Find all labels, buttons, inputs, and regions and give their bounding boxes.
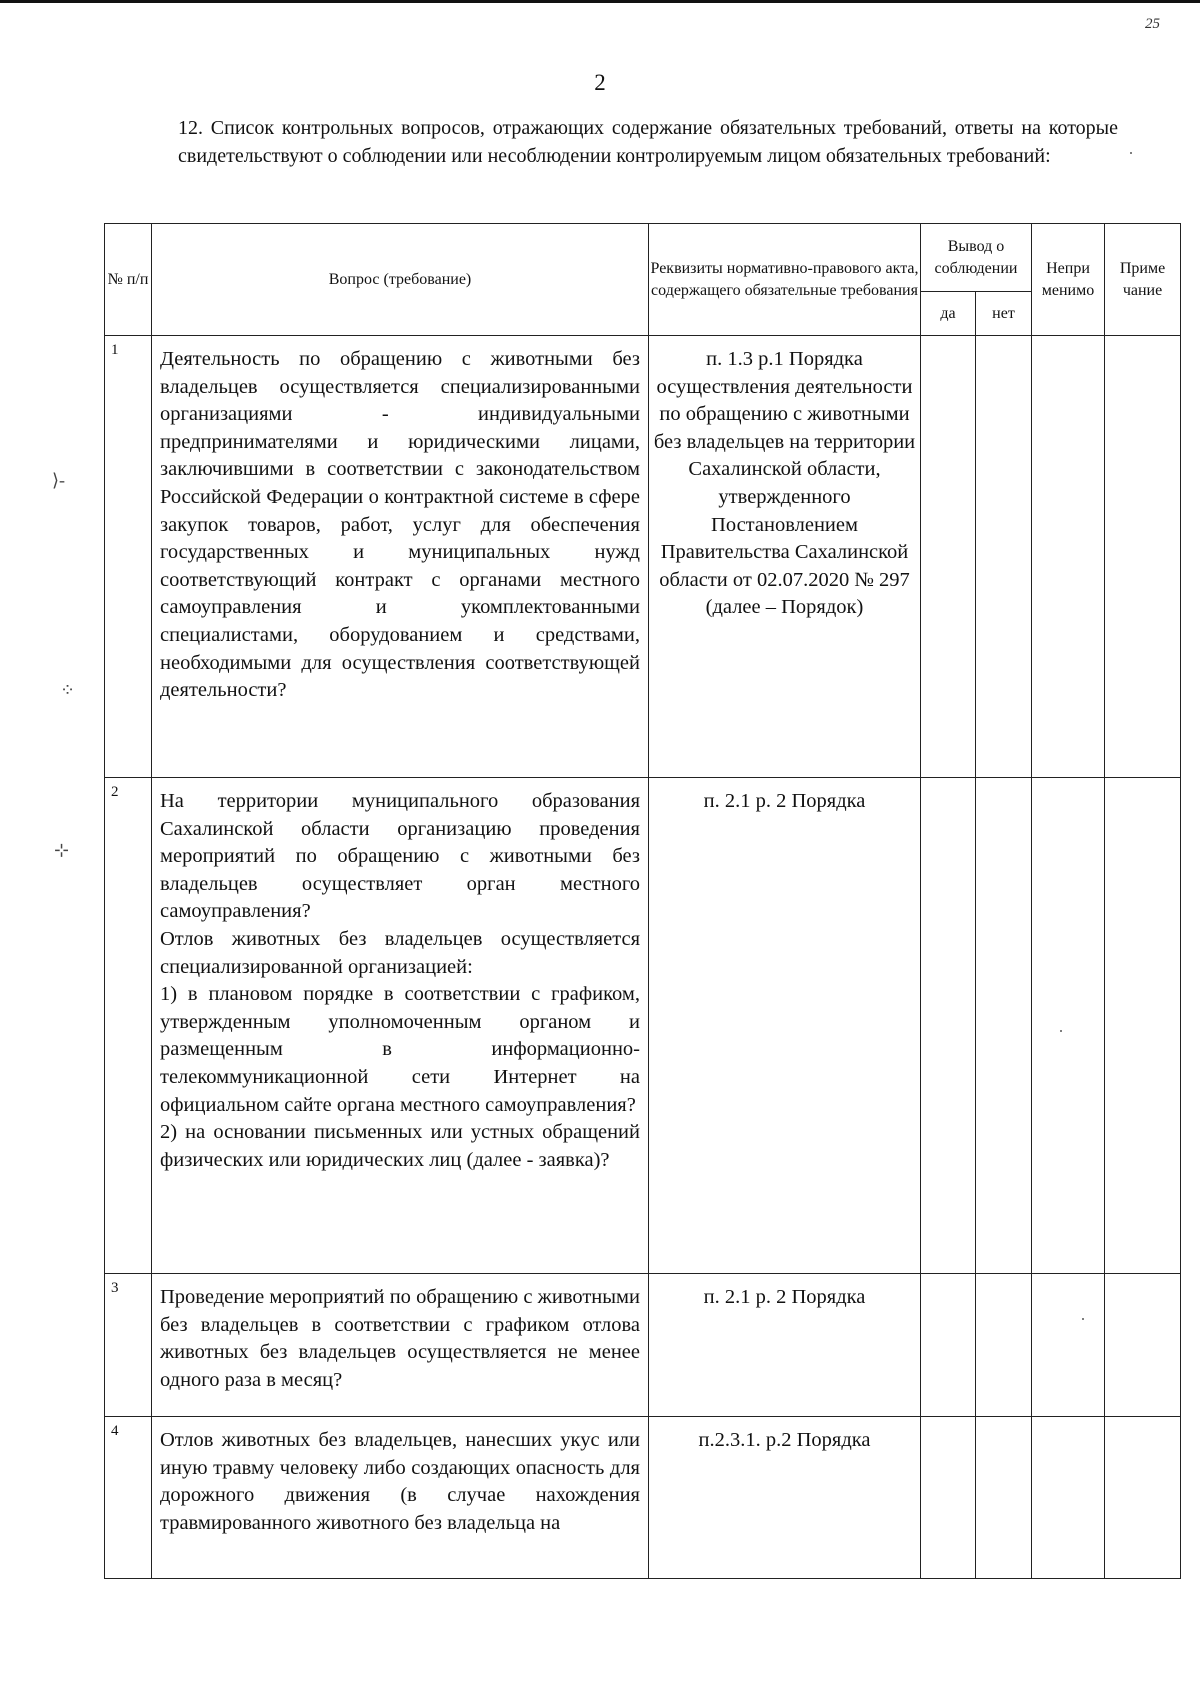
row-number: 4	[105, 1417, 152, 1579]
header-requisites: Реквизиты нормативно-правового акта, содержащего обязательные требования	[649, 224, 921, 336]
header-no: нет	[976, 292, 1032, 336]
header-question: Вопрос (требование)	[152, 224, 649, 336]
page-top-border	[0, 0, 1200, 3]
margin-scribble: ⊹	[54, 840, 70, 860]
row-not-applicable-cell[interactable]	[1032, 1274, 1105, 1417]
row-requisites: п. 2.1 р. 2 Порядка	[649, 778, 921, 1274]
table-row	[105, 1274, 1181, 1417]
row-number: 2	[105, 778, 152, 1274]
row-number: 3	[105, 1274, 152, 1417]
row-question	[152, 778, 649, 1274]
margin-scribble: ⟩-	[52, 470, 66, 490]
question-paragraph: 1) в плановом порядке в соответствии с графиком, утвержденным уполномоченным органом и размещенным в информационно-телекоммуникационной сети Интернет на официальном сайте органа местного самоуправления?	[160, 983, 640, 1116]
row-requisites: п.2.3.1. р.2 Порядка	[649, 1417, 921, 1579]
row-yes-cell[interactable]	[921, 1274, 976, 1417]
scan-speck	[1130, 152, 1132, 154]
question-paragraph: На территории муниципального образования Сахалинской области организацию проведения мероприятий по обращению с животными без владельцев осуществляет орган местного самоуправления?	[160, 790, 640, 923]
row-no-cell[interactable]	[976, 336, 1032, 778]
row-not-applicable-cell[interactable]	[1032, 778, 1105, 1274]
table-row	[105, 336, 1181, 778]
header-not-applicable: Непри менимо	[1032, 224, 1105, 336]
row-note-cell[interactable]	[1105, 1274, 1181, 1417]
row-question: Проведение мероприятий по обращению с животными без владельцев в соответствии с графиком отлова животных без владельцев осуществляется не менее одного раза в месяц?	[152, 1274, 649, 1417]
row-no-cell[interactable]	[976, 1417, 1032, 1579]
question-paragraph: Отлов животных без владельцев осуществляется специализированной организацией:	[160, 927, 640, 978]
row-requisites: п. 2.1 р. 2 Порядка	[649, 1274, 921, 1417]
row-no-cell[interactable]	[976, 778, 1032, 1274]
row-yes-cell[interactable]	[921, 778, 976, 1274]
row-yes-cell[interactable]	[921, 336, 976, 778]
row-question: Деятельность по обращению с животными без владельцев осуществляется специализированными организациями - индивидуальными предпринимателями и юридическими лицами, заключившими в соответствии с законодательством Российской Федерации о контрактной системе в сфере закупок товаров, работ, услуг для обеспечения государственных и муниципальных нужд соответствующий контракт с органами местного самоуправления и укомплектованными специалистами, оборудованием и средствами, необходимыми для осуществления соответствующей деятельности?	[152, 336, 649, 778]
margin-scribble: ⁘	[60, 680, 76, 700]
header-conclusion: Вывод о соблюдении	[921, 224, 1032, 292]
row-requisites: п. 1.3 р.1 Порядка осуществления деятельности по обращению с животными без владельцев на территории Сахалинской области, утвержденного Постановлением Правительства Сахалинской области от 02.07.2020 № 297 (далее – Порядок)	[649, 336, 921, 778]
intro-paragraph: 12. Список контрольных вопросов, отражающих содержание обязательных требований, ответы на которые свидетельствуют о соблюдении или несоблюдении контролируемым лицом обязательных требований:	[178, 117, 1118, 167]
corner-handwritten-mark: 25	[1145, 16, 1160, 32]
row-question: Отлов животных без владельцев, нанесших укус или иную травму человеку либо создающих опасность для дорожного движения (в случае нахождения травмированного животного без владельца на	[152, 1417, 649, 1579]
row-note-cell[interactable]	[1105, 1417, 1181, 1579]
page-number: 2	[594, 70, 606, 95]
header-yes: да	[921, 292, 976, 336]
header-note: Приме чание	[1105, 224, 1181, 336]
table-row	[105, 778, 1181, 1274]
row-note-cell[interactable]	[1105, 336, 1181, 778]
row-not-applicable-cell[interactable]	[1032, 336, 1105, 778]
row-note-cell[interactable]	[1105, 778, 1181, 1274]
row-no-cell[interactable]	[976, 1274, 1032, 1417]
row-number: 1	[105, 336, 152, 778]
row-yes-cell[interactable]	[921, 1417, 976, 1579]
row-not-applicable-cell[interactable]	[1032, 1417, 1105, 1579]
checklist-table	[104, 223, 1181, 1579]
question-paragraph: 2) на основании письменных или устных обращений физических или юридических лиц (далее - заявка)?	[160, 1121, 640, 1171]
header-num: № п/п	[105, 224, 152, 336]
table-row	[105, 1417, 1181, 1579]
